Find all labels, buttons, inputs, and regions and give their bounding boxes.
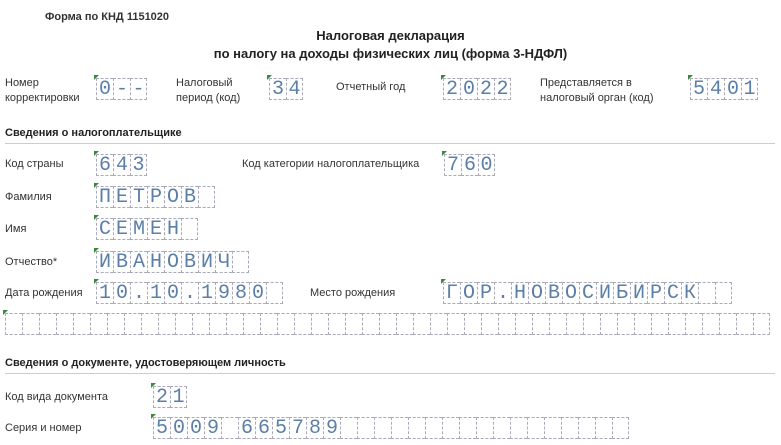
char-cell: С bbox=[579, 282, 596, 304]
char-cell: 3 bbox=[130, 154, 147, 176]
char-cell: К bbox=[681, 282, 698, 304]
char-cell bbox=[243, 313, 260, 335]
char-cell: Е bbox=[113, 218, 130, 240]
period-label-1: Налоговый bbox=[176, 77, 233, 89]
char-cell: Е bbox=[113, 186, 130, 208]
char-cell bbox=[612, 417, 629, 439]
authority-label-1: Представляется в bbox=[540, 77, 632, 89]
char-cell: 9 bbox=[323, 417, 340, 439]
doc-type-label: Код вида документа bbox=[5, 391, 108, 403]
country-code-field[interactable] bbox=[96, 154, 147, 176]
char-cell: И bbox=[630, 282, 647, 304]
surname-label: Фамилия bbox=[5, 191, 52, 203]
char-cell bbox=[175, 313, 192, 335]
char-cell bbox=[493, 417, 510, 439]
char-cell: - bbox=[130, 78, 147, 100]
char-cell: И bbox=[596, 282, 613, 304]
char-cell bbox=[232, 251, 249, 273]
birthdate-label: Дата рождения bbox=[5, 287, 83, 299]
char-cell: 9 bbox=[204, 417, 221, 439]
form-code: Форма по КНД 1151020 bbox=[45, 11, 170, 23]
tax-authority-field[interactable] bbox=[690, 78, 758, 100]
char-cell bbox=[510, 417, 527, 439]
char-cell bbox=[698, 282, 715, 304]
char-cell bbox=[413, 313, 430, 335]
char-cell: Б bbox=[613, 282, 630, 304]
char-cell: Н bbox=[164, 218, 181, 240]
char-cell: . bbox=[130, 282, 147, 304]
char-cell: 0 bbox=[113, 282, 130, 304]
char-cell: 7 bbox=[444, 154, 461, 176]
char-cell bbox=[158, 313, 175, 335]
char-cell bbox=[226, 313, 243, 335]
char-cell: 6 bbox=[238, 417, 255, 439]
char-cell: О bbox=[164, 251, 181, 273]
char-cell bbox=[595, 417, 612, 439]
form-title-line1: Налоговая декларация bbox=[316, 28, 465, 43]
char-cell: И bbox=[96, 251, 113, 273]
char-cell bbox=[583, 313, 600, 335]
char-cell bbox=[357, 417, 374, 439]
name-label: Имя bbox=[5, 223, 27, 235]
doc-number-field[interactable] bbox=[153, 417, 629, 439]
char-cell: В bbox=[545, 282, 562, 304]
char-cell: Р bbox=[147, 186, 164, 208]
char-cell: П bbox=[96, 186, 113, 208]
authority-label-2: налоговый орган (код) bbox=[540, 92, 654, 104]
birthplace-field[interactable] bbox=[443, 282, 732, 304]
char-cell: В bbox=[113, 251, 130, 273]
char-cell: 6 bbox=[461, 154, 478, 176]
char-cell bbox=[476, 417, 493, 439]
char-cell: 5 bbox=[690, 78, 707, 100]
char-cell bbox=[715, 282, 732, 304]
char-cell bbox=[141, 313, 158, 335]
char-cell bbox=[408, 417, 425, 439]
char-cell: Е bbox=[147, 218, 164, 240]
char-cell: 1 bbox=[170, 386, 187, 408]
char-cell bbox=[391, 417, 408, 439]
char-cell: 1 bbox=[741, 78, 758, 100]
char-cell: О bbox=[528, 282, 545, 304]
char-cell: 6 bbox=[255, 417, 272, 439]
char-cell bbox=[702, 313, 719, 335]
char-cell: 5 bbox=[153, 417, 170, 439]
char-cell bbox=[221, 417, 238, 439]
birthdate-field[interactable] bbox=[96, 282, 283, 304]
char-cell bbox=[736, 313, 753, 335]
form-title-line2: по налогу на доходы физических лиц (форма 3-НДФЛ) bbox=[213, 46, 568, 61]
char-cell bbox=[719, 313, 736, 335]
char-cell: 0 bbox=[164, 282, 181, 304]
char-cell: А bbox=[130, 251, 147, 273]
char-cell: 2 bbox=[494, 78, 511, 100]
document-section-title: Сведения о документе, удостоверяющем личность bbox=[5, 357, 286, 369]
char-cell: 6 bbox=[96, 154, 113, 176]
char-cell bbox=[753, 313, 770, 335]
char-cell bbox=[192, 313, 209, 335]
char-cell: 0 bbox=[249, 282, 266, 304]
correction-number-field[interactable] bbox=[96, 78, 147, 100]
country-label: Код страны bbox=[5, 158, 64, 170]
char-cell: . bbox=[494, 282, 511, 304]
birthplace-continuation-field[interactable] bbox=[5, 313, 770, 335]
taxpayer-section-title: Сведения о налогоплательщике bbox=[5, 127, 182, 139]
taxpayer-divider bbox=[5, 143, 775, 144]
correction-label-2: корректировки bbox=[5, 92, 80, 104]
correction-label-1: Номер bbox=[5, 77, 39, 89]
char-cell: 8 bbox=[306, 417, 323, 439]
char-cell: Р bbox=[477, 282, 494, 304]
char-cell bbox=[532, 313, 549, 335]
char-cell bbox=[396, 313, 413, 335]
char-cell bbox=[549, 313, 566, 335]
char-cell bbox=[617, 313, 634, 335]
char-cell bbox=[277, 313, 294, 335]
birthplace-label: Место рождения bbox=[310, 287, 396, 299]
char-cell bbox=[442, 417, 459, 439]
char-cell: 7 bbox=[289, 417, 306, 439]
char-cell bbox=[464, 313, 481, 335]
char-cell: Г bbox=[443, 282, 460, 304]
char-cell bbox=[260, 313, 277, 335]
char-cell: 1 bbox=[96, 282, 113, 304]
char-cell: О bbox=[164, 186, 181, 208]
char-cell bbox=[39, 313, 56, 335]
char-cell bbox=[107, 313, 124, 335]
char-cell: 0 bbox=[96, 78, 113, 100]
char-cell bbox=[379, 313, 396, 335]
char-cell: 1 bbox=[147, 282, 164, 304]
char-cell: 0 bbox=[724, 78, 741, 100]
char-cell bbox=[685, 313, 702, 335]
taxpayer-category-field[interactable] bbox=[444, 154, 495, 176]
char-cell bbox=[561, 417, 578, 439]
char-cell: 2 bbox=[443, 78, 460, 100]
char-cell: 0 bbox=[460, 78, 477, 100]
char-cell bbox=[651, 313, 668, 335]
char-cell bbox=[425, 417, 442, 439]
report-year-field[interactable] bbox=[443, 78, 511, 100]
char-cell bbox=[668, 313, 685, 335]
char-cell: Н bbox=[511, 282, 528, 304]
char-cell: 2 bbox=[153, 386, 170, 408]
char-cell: 8 bbox=[232, 282, 249, 304]
char-cell: О bbox=[460, 282, 477, 304]
char-cell bbox=[430, 313, 447, 335]
char-cell: В bbox=[181, 251, 198, 273]
char-cell bbox=[498, 313, 515, 335]
char-cell: 4 bbox=[113, 154, 130, 176]
char-cell: И bbox=[198, 251, 215, 273]
patronymic-label: Отчество* bbox=[5, 256, 58, 268]
document-divider bbox=[5, 373, 775, 374]
char-cell bbox=[634, 313, 651, 335]
char-cell: О bbox=[562, 282, 579, 304]
char-cell: 9 bbox=[215, 282, 232, 304]
char-cell: М bbox=[130, 218, 147, 240]
char-cell: Р bbox=[647, 282, 664, 304]
char-cell bbox=[181, 218, 198, 240]
surname-field[interactable] bbox=[96, 186, 215, 208]
char-cell bbox=[124, 313, 141, 335]
year-label: Отчетный год bbox=[336, 81, 406, 93]
char-cell bbox=[515, 313, 532, 335]
char-cell bbox=[544, 417, 561, 439]
patronymic-field[interactable] bbox=[96, 251, 249, 273]
char-cell bbox=[198, 186, 215, 208]
char-cell bbox=[22, 313, 39, 335]
char-cell bbox=[578, 417, 595, 439]
char-cell bbox=[56, 313, 73, 335]
char-cell: Ч bbox=[215, 251, 232, 273]
char-cell bbox=[340, 417, 357, 439]
char-cell: 5 bbox=[272, 417, 289, 439]
char-cell: С bbox=[664, 282, 681, 304]
char-cell bbox=[5, 313, 22, 335]
char-cell: - bbox=[113, 78, 130, 100]
char-cell bbox=[345, 313, 362, 335]
char-cell: 4 bbox=[707, 78, 724, 100]
first-name-field[interactable] bbox=[96, 218, 198, 240]
char-cell: Т bbox=[130, 186, 147, 208]
char-cell: 0 bbox=[478, 154, 495, 176]
char-cell bbox=[527, 417, 544, 439]
char-cell bbox=[600, 313, 617, 335]
char-cell bbox=[328, 313, 345, 335]
char-cell bbox=[311, 313, 328, 335]
char-cell: 0 bbox=[187, 417, 204, 439]
char-cell: . bbox=[181, 282, 198, 304]
char-cell bbox=[459, 417, 476, 439]
char-cell: С bbox=[96, 218, 113, 240]
char-cell: 3 bbox=[269, 78, 286, 100]
char-cell bbox=[209, 313, 226, 335]
char-cell: 2 bbox=[477, 78, 494, 100]
char-cell: Н bbox=[147, 251, 164, 273]
category-label: Код категории налогоплательщика bbox=[242, 158, 420, 170]
char-cell bbox=[294, 313, 311, 335]
char-cell: 4 bbox=[286, 78, 303, 100]
tax-period-field[interactable] bbox=[269, 78, 303, 100]
period-label-2: период (код) bbox=[176, 92, 241, 104]
doc-type-field[interactable] bbox=[153, 386, 187, 408]
char-cell: В bbox=[181, 186, 198, 208]
doc-number-label: Серия и номер bbox=[5, 422, 82, 434]
char-cell bbox=[566, 313, 583, 335]
char-cell bbox=[481, 313, 498, 335]
char-cell bbox=[362, 313, 379, 335]
char-cell bbox=[374, 417, 391, 439]
char-cell: 1 bbox=[198, 282, 215, 304]
char-cell bbox=[73, 313, 90, 335]
char-cell bbox=[447, 313, 464, 335]
char-cell bbox=[266, 282, 283, 304]
char-cell bbox=[90, 313, 107, 335]
char-cell: 0 bbox=[170, 417, 187, 439]
